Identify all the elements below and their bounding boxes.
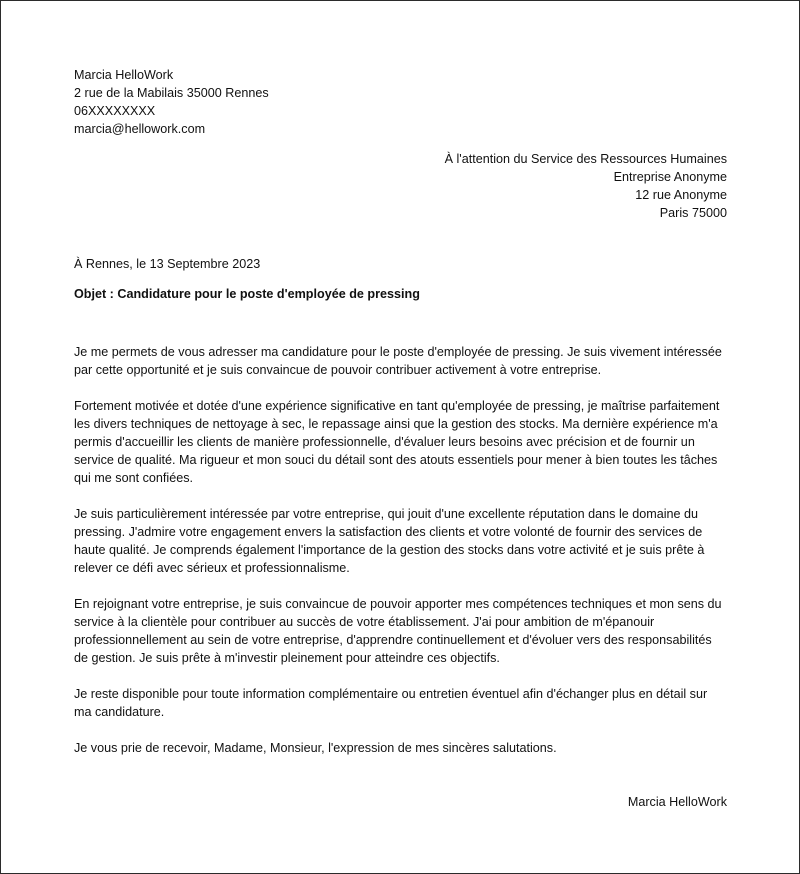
sender-block bbox=[74, 66, 269, 138]
sender-phone: 06XXXXXXXX bbox=[74, 104, 156, 118]
body-paragraph: En rejoignant votre entreprise, je suis convaincue de pouvoir apporter mes compétences techniques et mon sens du service à la clientèle pour contribuer au succès de votre établissement. J'ai pour ambition de m'épanouir professionnellement au sein de votre entreprise, d'apprendre continuellement et d'évoluer vers des responsabilités de gestion. Je suis prête à m'investir pleinement pour atteindre ces objectifs. bbox=[74, 597, 722, 665]
recipient-city: Paris 75000 bbox=[659, 206, 727, 220]
sender-address: 2 rue de la Mabilais 35000 Rennes bbox=[74, 86, 269, 100]
place-date: À Rennes, le 13 Septembre 2023 bbox=[74, 257, 261, 271]
recipient-block bbox=[445, 150, 727, 222]
body-paragraph: Je reste disponible pour toute information complémentaire ou entretien éventuel afin d'échanger plus en détail sur ma candidature. bbox=[74, 687, 708, 719]
recipient-attention: À l'attention du Service des Ressources Humaines bbox=[444, 152, 727, 166]
closing-paragraph: Je vous prie de recevoir, Madame, Monsieur, l'expression de mes sincères salutations. bbox=[74, 741, 557, 755]
signature: Marcia HelloWork bbox=[627, 795, 727, 809]
sender-name: Marcia HelloWork bbox=[74, 68, 174, 82]
letter-body bbox=[74, 343, 726, 775]
recipient-company: Entreprise Anonyme bbox=[613, 170, 727, 184]
recipient-street: 12 rue Anonyme bbox=[635, 188, 727, 202]
body-paragraph: Je me permets de vous adresser ma candidature pour le poste d'employée de pressing. Je suis vivement intéressée par cette opportunité et je suis convaincue de pouvoir contribuer activement à votre entreprise. bbox=[74, 345, 722, 377]
body-paragraph: Je suis particulièrement intéressée par votre entreprise, qui jouit d'une excellente réputation dans le domaine du pressing. J'admire votre engagement envers la satisfaction des clients et votre volonté de fournir des services de haute qualité. Je comprends également l'importance de la gestion des stocks dans votre activité et je suis prête à relever ce défi avec sérieux et professionnalisme. bbox=[74, 507, 705, 575]
sender-email: marcia@hellowork.com bbox=[74, 122, 206, 136]
body-paragraph: Fortement motivée et dotée d'une expérience significative en tant qu'employée de pressing, je maîtrise parfaitement les divers techniques de nettoyage à sec, le repassage ainsi que la gestion des stocks. Ma dernière expérience m'a permis d'accueillir les clients de manière professionnelle, d'évaluer leurs besoins avec précision et de fournir un service de qualité. Ma rigueur et mon souci du détail sont des atouts essentiels pour mener à bien toutes les tâches qui me sont confiées. bbox=[74, 399, 720, 485]
letter-subject: Objet : Candidature pour le poste d'employée de pressing bbox=[74, 287, 420, 301]
